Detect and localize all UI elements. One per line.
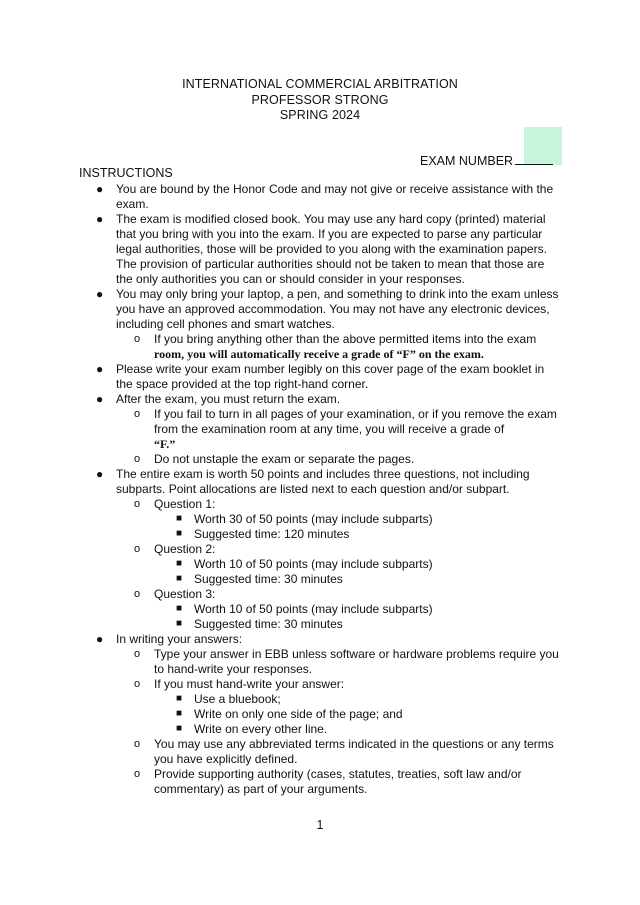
list-item-hand-write: o If you must hand-write your answer: ■ Use a bluebook; ■ Write on only one side of the page; and ■ Write on every other line. (79, 677, 559, 737)
list-item-honor: ● You are bound by the Honor Code and may not give or receive assistance with the exam. (96, 182, 554, 211)
circle-bullet-icon: o (134, 543, 141, 555)
document-header (0, 77, 640, 124)
exam-number-blank (515, 152, 553, 165)
list-item-one-side: ■ Write on only one side of the page; and (176, 707, 403, 721)
circle-bullet-icon: o (134, 588, 141, 600)
list-item-bluebook: ■ Use a bluebook; (176, 692, 281, 706)
bullet-icon: ● (96, 467, 104, 481)
list-item-worth: ● The entire exam is worth 50 points and includes three questions, not including subparts. Point allocations are listed next to each question and/or subpart. o Question 1: ■ Worth 30 of 50 points (may include subparts) ■ Suggested time: 120 minutes o Question 2: ■ Worth 10 of 50 points (may include subparts) ■ Suggested time: 30 minutes o Question 3: ■ Worth 10 of 50 points (may include subparts) ■ Suggested time: 30 minutes (79, 467, 559, 632)
square-bullet-icon: ■ (176, 558, 183, 569)
exam-number-label: EXAM NUMBER (420, 154, 514, 168)
list-item-q3-worth: ■ Worth 10 of 50 points (may include subparts) (176, 602, 433, 616)
circle-bullet-icon: o (134, 678, 141, 690)
square-bullet-icon: ■ (176, 603, 183, 614)
list-item-question-2: o Question 2: ■ Worth 10 of 50 points (may include subparts) ■ Suggested time: 30 minutes (79, 542, 559, 587)
list-item-bring-warning: o If you bring anything other than the above permitted items into the exam room, you will automatically receive a grade of “F” on the exam. (134, 332, 537, 361)
circle-bullet-icon: o (134, 333, 141, 345)
list-item-q3-time: ■ Suggested time: 30 minutes (176, 617, 343, 631)
bullet-icon: ● (96, 392, 104, 406)
instructions-list (79, 182, 559, 797)
circle-bullet-icon: o (134, 453, 141, 465)
square-bullet-icon: ■ (176, 618, 183, 629)
list-item-question-3: o Question 3: ■ Worth 10 of 50 points (may include subparts) ■ Suggested time: 30 minutes (79, 587, 559, 632)
circle-bullet-icon: o (134, 738, 141, 750)
list-item-supporting-authority: o Provide supporting authority (cases, statutes, treaties, soft law and/or commentary) as part of your arguments. (134, 767, 522, 796)
square-bullet-icon: ■ (176, 708, 183, 719)
list-item-q2-worth: ■ Worth 10 of 50 points (may include subparts) (176, 557, 433, 571)
page-number: 1 (316, 818, 324, 832)
square-bullet-icon: ■ (176, 723, 183, 734)
list-item-q1-worth: ■ Worth 30 of 50 points (may include subparts) (176, 512, 433, 526)
bullet-icon: ● (96, 362, 104, 376)
list-item-bring: ● You may only bring your laptop, a pen, and something to drink into the exam unless you have an approved accommodation. You may not have any electronic devices, including cell phones and smart watches. o If you bring anything other than the above permitted items into the exam room, you will automatically receive a grade of “F” on the exam. (79, 287, 559, 362)
instructions-heading: INSTRUCTIONS (79, 166, 173, 180)
list-item-abbreviations: o You may use any abbreviated terms indicated in the questions or any terms you have explicitly defined. (134, 737, 554, 766)
list-item-question-1: o Question 1: ■ Worth 30 of 50 points (may include subparts) ■ Suggested time: 120 minutes (79, 497, 559, 542)
list-item-return: ● After the exam, you must return the exam. o If you fail to turn in all pages of your examination, or if you remove the exam from the examination room at any time, you will receive a grade of “F.” o Do not unstaple the exam or separate the pages. (79, 392, 559, 467)
square-bullet-icon: ■ (176, 528, 183, 539)
square-bullet-icon: ■ (176, 573, 183, 584)
list-item-type-ebb: o Type your answer in EBB unless software or hardware problems require you to hand-write your responses. (134, 647, 559, 676)
list-item-q2-time: ■ Suggested time: 30 minutes (176, 572, 343, 586)
circle-bullet-icon: o (134, 408, 141, 420)
list-item-write-number: ● Please write your exam number legibly on this cover page of the exam booklet in the space provided at the top right-hand corner. (96, 362, 545, 391)
circle-bullet-icon: o (134, 768, 141, 780)
exam-number-field (420, 152, 553, 168)
term: SPRING 2024 (279, 108, 361, 122)
circle-bullet-icon: o (134, 648, 141, 660)
list-item-unstaple: o Do not unstaple the exam or separate the pages. (134, 452, 415, 466)
square-bullet-icon: ■ (176, 693, 183, 704)
list-item-writing: ● In writing your answers: o Type your answer in EBB unless software or hardware problems require you to hand-write your responses. o If you must hand-write your answer: ■ Use a bluebook; ■ Write on only one side of the page; and ■ Write on every other line. o You may use any abbreviated terms indicated in the questions or any terms you have explicitly defined. o Provide supporting authority (cases, statutes, treaties, soft law and/or commentary) as part of your arguments. (79, 632, 559, 797)
list-item-q1-time: ■ Suggested time: 120 minutes (176, 527, 350, 541)
list-item-return-warning: o If you fail to turn in all pages of your examination, or if you remove the exam from the examination room at any time, you will receive a grade of “F.” (134, 407, 557, 451)
bullet-icon: ● (96, 287, 104, 301)
list-item-every-other-line: ■ Write on every other line. (176, 722, 328, 736)
professor-name: PROFESSOR STRONG (251, 92, 389, 107)
list-item-closed-book: ● The exam is modified closed book. You may use any hard copy (printed) material that you bring with you into the exam. If you are expected to parse any particular legal authorities, those will be provided to you along with the examination papers. The provision of particular authorities should not be taken to mean that those are the only authorities you can or should consider in your responses. (96, 212, 547, 286)
square-bullet-icon: ■ (176, 513, 183, 524)
bullet-icon: ● (96, 182, 104, 196)
bullet-icon: ● (96, 212, 104, 226)
bullet-icon: ● (96, 632, 104, 646)
course-title: INTERNATIONAL COMMERCIAL ARBITRATION (182, 77, 458, 91)
circle-bullet-icon: o (134, 498, 141, 510)
